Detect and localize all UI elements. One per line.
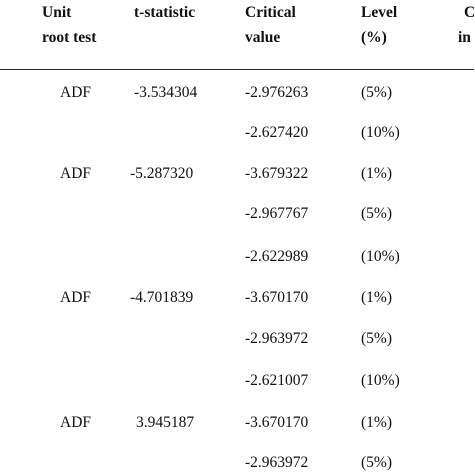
row-2-t-stat: -5.287320 bbox=[130, 165, 194, 182]
row-5-level: (1%) bbox=[361, 289, 392, 306]
row-5-test: ADF bbox=[60, 289, 92, 306]
row-2-critical: -3.679322 bbox=[245, 165, 309, 182]
row-0-test: ADF bbox=[60, 84, 92, 101]
row-0-critical: -2.976263 bbox=[245, 84, 309, 101]
row-8-critical: -3.670170 bbox=[245, 414, 309, 431]
header-level-line2: (%) bbox=[361, 29, 387, 46]
row-7-critical: -2.621007 bbox=[245, 372, 309, 389]
header-critical-value-line1: Critical bbox=[245, 4, 296, 21]
header-unit-root-test-line1: Unit bbox=[42, 4, 72, 21]
row-1-level: (10%) bbox=[361, 124, 400, 141]
header-level bbox=[361, 0, 397, 50]
row-0-level: (5%) bbox=[361, 84, 392, 101]
row-2-test: ADF bbox=[60, 165, 92, 182]
header-unit-root-test-line2: root test bbox=[42, 29, 97, 46]
row-7-level: (10%) bbox=[361, 372, 400, 389]
row-8-level: (1%) bbox=[361, 414, 392, 431]
row-6-critical: -2.963972 bbox=[245, 330, 309, 347]
row-4-level: (10%) bbox=[361, 248, 400, 265]
row-8-test: ADF bbox=[60, 414, 92, 431]
row-0-t-stat: -3.534304 bbox=[134, 84, 198, 101]
row-9-critical: -2.963972 bbox=[245, 454, 309, 471]
row-9-level: (5%) bbox=[361, 454, 392, 471]
header-critical-value bbox=[245, 0, 296, 50]
row-1-critical: -2.627420 bbox=[245, 124, 309, 141]
header-cut-column-line2: in bbox=[458, 29, 471, 46]
row-3-critical: -2.967767 bbox=[245, 205, 309, 222]
row-3-level: (5%) bbox=[361, 205, 392, 222]
header-unit-root-test bbox=[42, 0, 96, 50]
row-4-critical: -2.622989 bbox=[245, 248, 309, 265]
header-t-statistic-line1: t-statistic bbox=[134, 4, 196, 21]
header-t-statistic bbox=[134, 0, 195, 25]
header-critical-value-line2: value bbox=[245, 29, 281, 46]
row-6-level: (5%) bbox=[361, 330, 392, 347]
row-5-t-stat: -4.701839 bbox=[130, 289, 194, 306]
header-cut-column bbox=[458, 0, 475, 50]
row-8-t-stat: 3.945187 bbox=[136, 414, 195, 431]
row-5-critical: -3.670170 bbox=[245, 289, 309, 306]
header-rule bbox=[0, 69, 474, 70]
row-2-level: (1%) bbox=[361, 165, 392, 182]
header-level-line1: Level bbox=[361, 4, 398, 21]
header-cut-column-line1: C bbox=[464, 4, 475, 21]
